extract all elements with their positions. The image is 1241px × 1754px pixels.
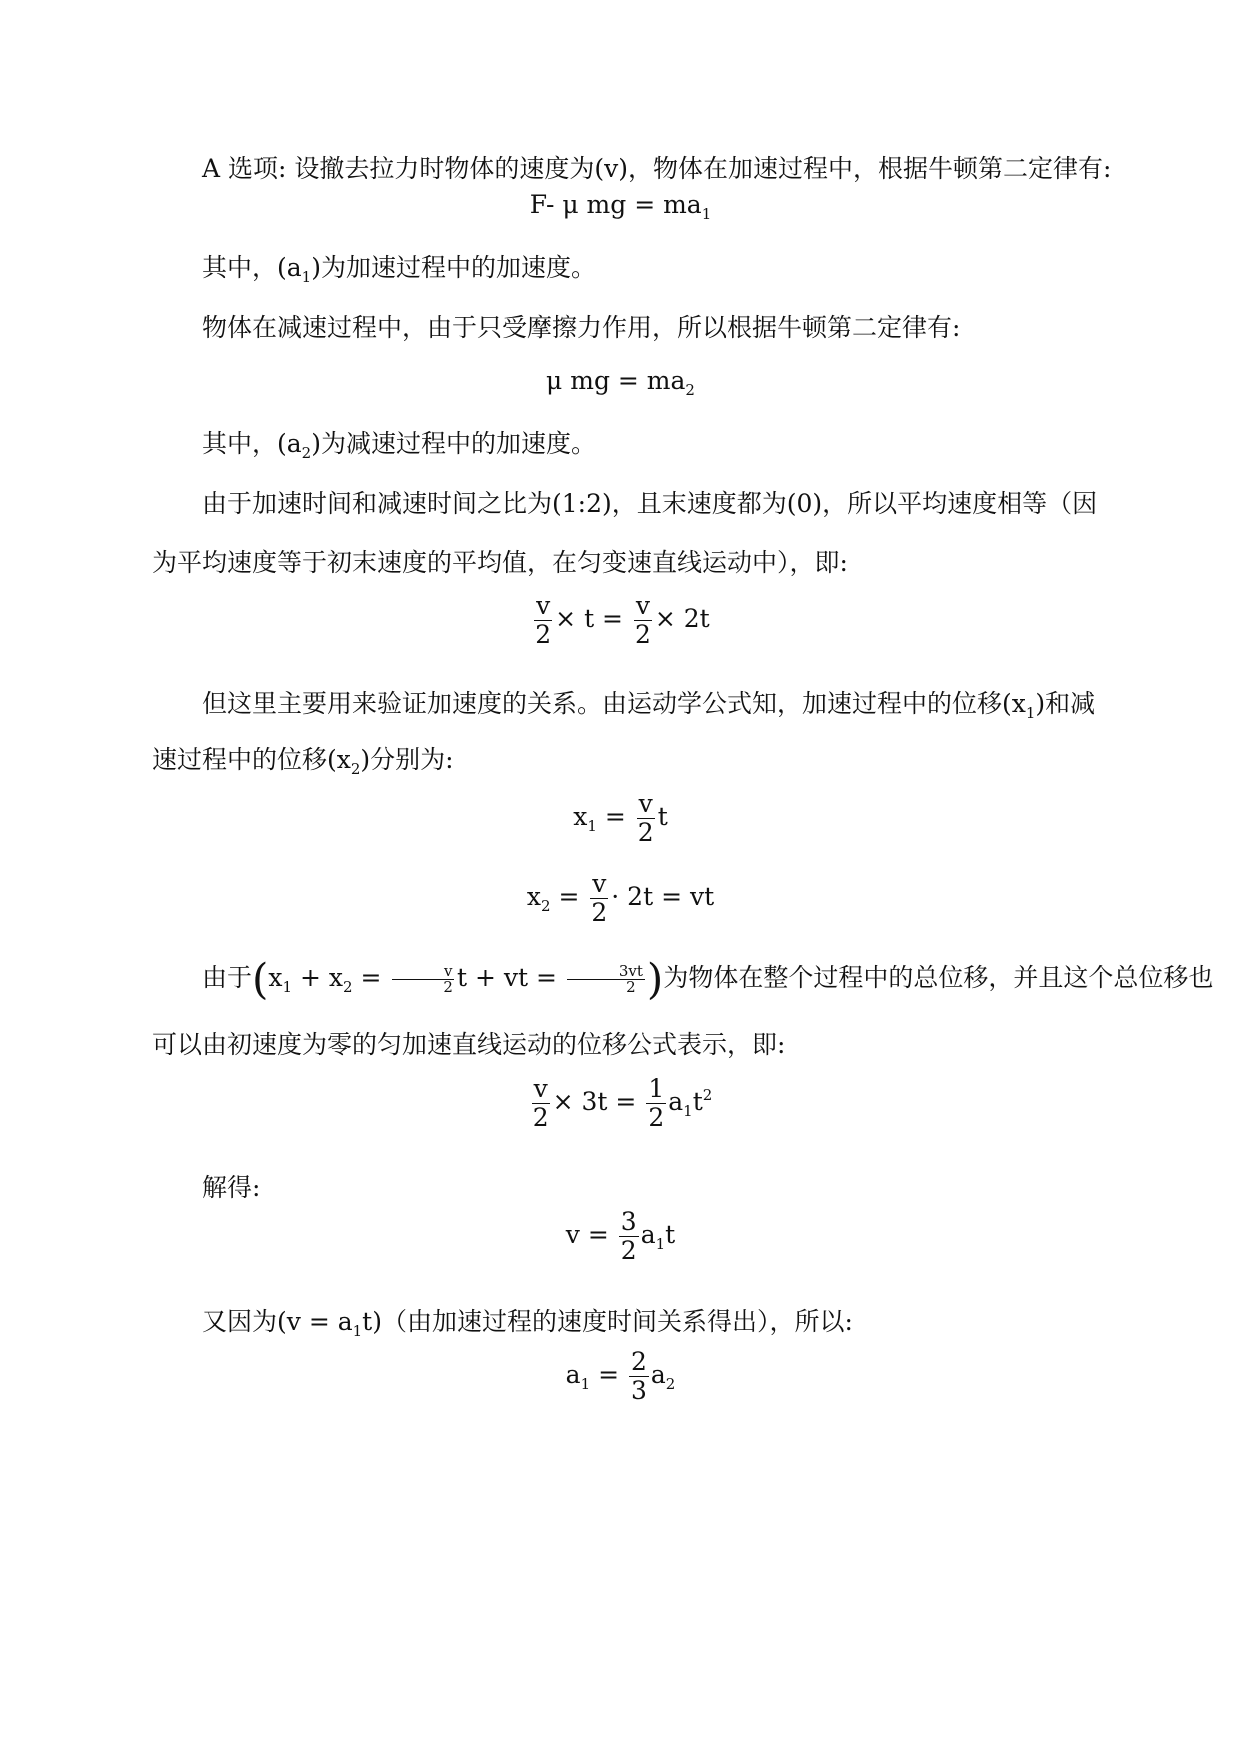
equation-v: v = $\frac{3}{2}$ $a_1t$ [565, 1207, 676, 1265]
right-paren: ) [646, 954, 664, 1004]
paragraph-a1-definition: 其中，$(a_1)$为加速过程中的加速度。 [202, 253, 596, 286]
equation-newton-decel: μ mg = $ma_2$ [546, 366, 695, 399]
equation-total-displacement: $\frac{v}{2}$ × 3t = $\frac{1}{2}$ $a_1t^2$ [532, 1074, 713, 1132]
fraction: $\frac{v}{2}$ [637, 789, 654, 847]
equation-average-velocity: $\frac{v}{2}$ × t = $\frac{v}{2}$ × 2t [535, 591, 710, 649]
fraction: $\frac{v}{2}$ [591, 869, 608, 927]
fraction: $\frac{v}{2}$ [634, 591, 651, 649]
left-paren: ( [252, 954, 269, 1004]
equation-newton-accel: F- μ mg = $ma_1$ [529, 190, 712, 223]
fraction: $\frac{v}{2}$ [391, 964, 455, 995]
paragraph-total-displacement-line2: 可以由初速度为零的匀加速直线运动的位移公式表示，即: [152, 1030, 786, 1059]
equation-x1: $x_1$ = $\frac{v}{2}$ t [573, 789, 668, 847]
equation-a1-a2: $a_1$ = $\frac{2}{3}$ $a_2$ [565, 1347, 676, 1405]
fraction: $\frac{3}{2}$ [620, 1207, 637, 1265]
paragraph-solve: 解得: [202, 1173, 261, 1202]
fraction: $\frac{v}{2}$ [532, 1074, 549, 1132]
paragraph-time-ratio-line1: 由于加速时间和减速时间之比为(1:2)，且末速度都为(0)，所以平均速度相等（因 [202, 489, 1098, 518]
fraction: $\frac{1}{2}$ [648, 1074, 665, 1132]
paragraph-a2-definition: 其中，$(a_2)$为减速过程中的加速度。 [202, 429, 596, 462]
equation-x2: $x_2$ = $\frac{v}{2}$ · 2t = vt [526, 869, 715, 927]
paragraph-velocity-relation: 又因为$(v = a_1t)$（由加速过程的速度时间关系得出），所以: [202, 1307, 853, 1340]
fraction: $\frac{v}{2}$ [535, 591, 552, 649]
paragraph-displacement-line2: 速过程中的位移$(x_2)$分别为: [152, 745, 454, 778]
paragraph-total-displacement-line1: 由于($x_1 + x_2$ = $\frac{v}{2}$ t + vt = $\frac{3vt}{2}$ )为物体在整个过程中的总位移，并且这个总位移也 [202, 954, 1214, 1004]
paragraph-displacement-line1: 但这里主要用来验证加速度的关系。由运动学公式知，加速过程中的位移$(x_1)$和减 [202, 689, 1096, 722]
paragraph-decel: 物体在减速过程中，由于只受摩擦力作用，所以根据牛顿第二定律有: [202, 313, 961, 342]
paragraph-option-a: A 选项: 设撤去拉力时物体的速度为(v)，物体在加速过程中，根据牛顿第二定律有: [202, 154, 1112, 183]
fraction: $\frac{2}{3}$ [630, 1347, 647, 1405]
fraction: $\frac{3vt}{2}$ [567, 964, 645, 995]
paragraph-time-ratio-line2: 为平均速度等于初末速度的平均值，在匀变速直线运动中），即: [152, 548, 848, 577]
